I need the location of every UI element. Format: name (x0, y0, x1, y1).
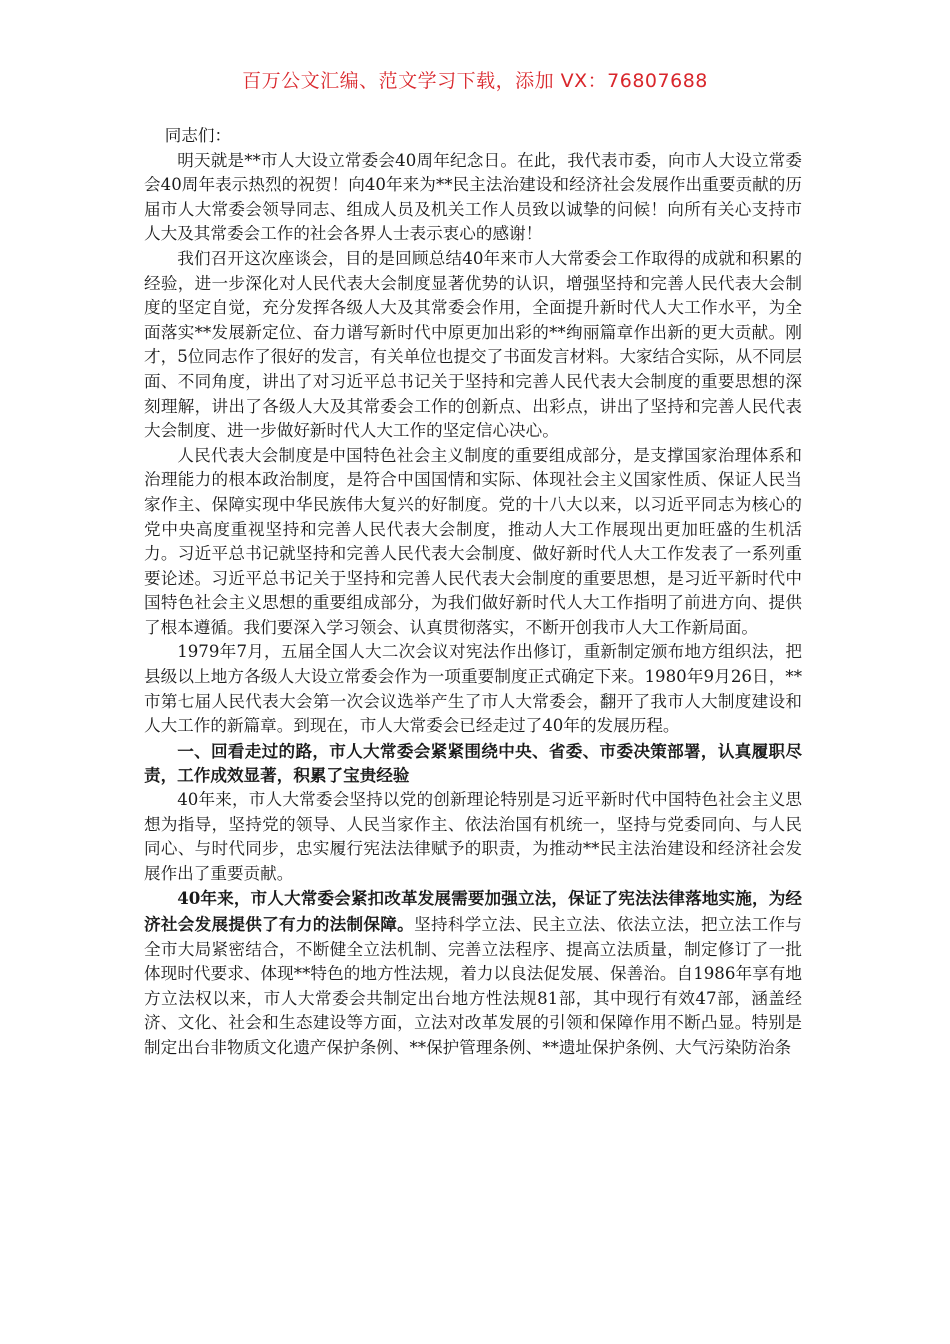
paragraph: 明天就是**市人大设立常委会40周年纪念日。在此，我代表市委，向市人大设立常委会40周年表示热烈的祝贺！向40年来为**民主法治建设和经济社会发展作出重要贡献的历届市人大常委会领导同志、组成人员及机关工作人员致以诚挚的问候！向所有关心支持市人大及其常委会工作的社会各界人士表示衷心的感谢！ (144, 150, 802, 244)
paragraph-rest: 坚持科学立法、民主立法、依法立法，把立法工作与全市大局紧密结合，不断健全立法机制、完善立法程序、提高立法质量，制定修订了一批体现时代要求、体现**特色的地方性法规，着力以良法促发展、保善治。自1986年享有地方立法权以来，市人大常委会共制定出台地方性法规81部，其中现行有效47部，涵盖经济、文化、社会和生态建设等方面，立法对改革发展的引领和保障作用不断凸显。特别是制定出台非物质文化遗产保护条例、**保护管理条例、**遗址保护条例、大气污染防治条 (144, 915, 803, 1057)
paragraph: 40年来，市人大常委会坚持以党的创新理论特别是习近平新时代中国特色社会主义思想为指导，坚持党的领导、人民当家作主、依法治国有机统一，坚持与党委同向、与人民同心、与时代同步，忠实履行宪法法律赋予的职责，为推动**民主法治建设和经济社会发展作出了重要贡献。 (144, 790, 802, 883)
paragraph: 我们召开这次座谈会，目的是回顾总结40年来市人大常委会工作取得的成就和积累的经验，进一步深化对人民代表大会制度显著优势的认识，增强坚持和完善人民代表大会制度的坚定自觉，充分发挥各级人大及其常委会作用，全面提升新时代人大工作水平，为全面落实**发展新定位、奋力谱写新时代中原更加出彩的**绚丽篇章作出新的更大贡献。刚才，5位同志作了很好的发言，有关单位也提交了书面发言材料。大家结合实际，从不同层面、不同角度，讲出了对习近平总书记关于坚持和完善人民代表大会制度的重要思想的深刻理解，讲出了各级人大及其常委会工作的创新点、出彩点，讲出了坚持和完善人民代表大会制度、进一步做好新时代人大工作的坚定信心决心。 (144, 248, 802, 441)
watermark-header: 百万公文汇编、范文学习下载，添加 VX：76807688 (242, 70, 708, 92)
paragraph: 1979年7月，五届全国人大二次会议对宪法作出修订，重新制定颁布地方组织法，把县级以上地方各级人大设立常委会作为一项重要制度正式确定下来。1980年9月26日，**市第七届人民代表大会第一次会议选举产生了市人大常委会，翻开了我市人大制度建设和人大工作的新篇章。到现在，市人大常委会已经走过了40年的发展历程。 (144, 642, 802, 736)
section-heading: 一、回看走过的路，市人大常委会紧紧围绕中央、省委、市委决策部署，认真履职尽责，工作成效显著，积累了宝贵经验 (144, 740, 802, 786)
document-body (144, 124, 802, 1061)
paragraph-lead-bold: 40年来，市人大常委会紧扣改革发展需要加强立法，保证了宪法法律落地实施，为经济社会发展提供了有力的法制保障。 (144, 888, 802, 934)
salutation: 同志们： (164, 126, 232, 145)
paragraph (144, 886, 802, 1060)
paragraph: 人民代表大会制度是中国特色社会主义制度的重要组成部分，是支撑国家治理体系和治理能力的根本政治制度，是符合中国国情和实际、体现社会主义国家性质、保证人民当家作主、保障实现中华民族伟大复兴的好制度。党的十八大以来，以习近平同志为核心的党中央高度重视坚持和完善人民代表大会制度，推动人大工作展现出更加旺盛的生机活力。习近平总书记就坚持和完善人民代表大会制度、做好新时代人大工作发表了一系列重要论述。习近平总书记关于坚持和完善人民代表大会制度的重要思想，是习近平新时代中国特色社会主义思想的重要组成部分，为我们做好新时代人大工作指明了前进方向、提供了根本遵循。我们要深入学习领会、认真贯彻落实，不断开创我市人大工作新局面。 (144, 445, 802, 637)
